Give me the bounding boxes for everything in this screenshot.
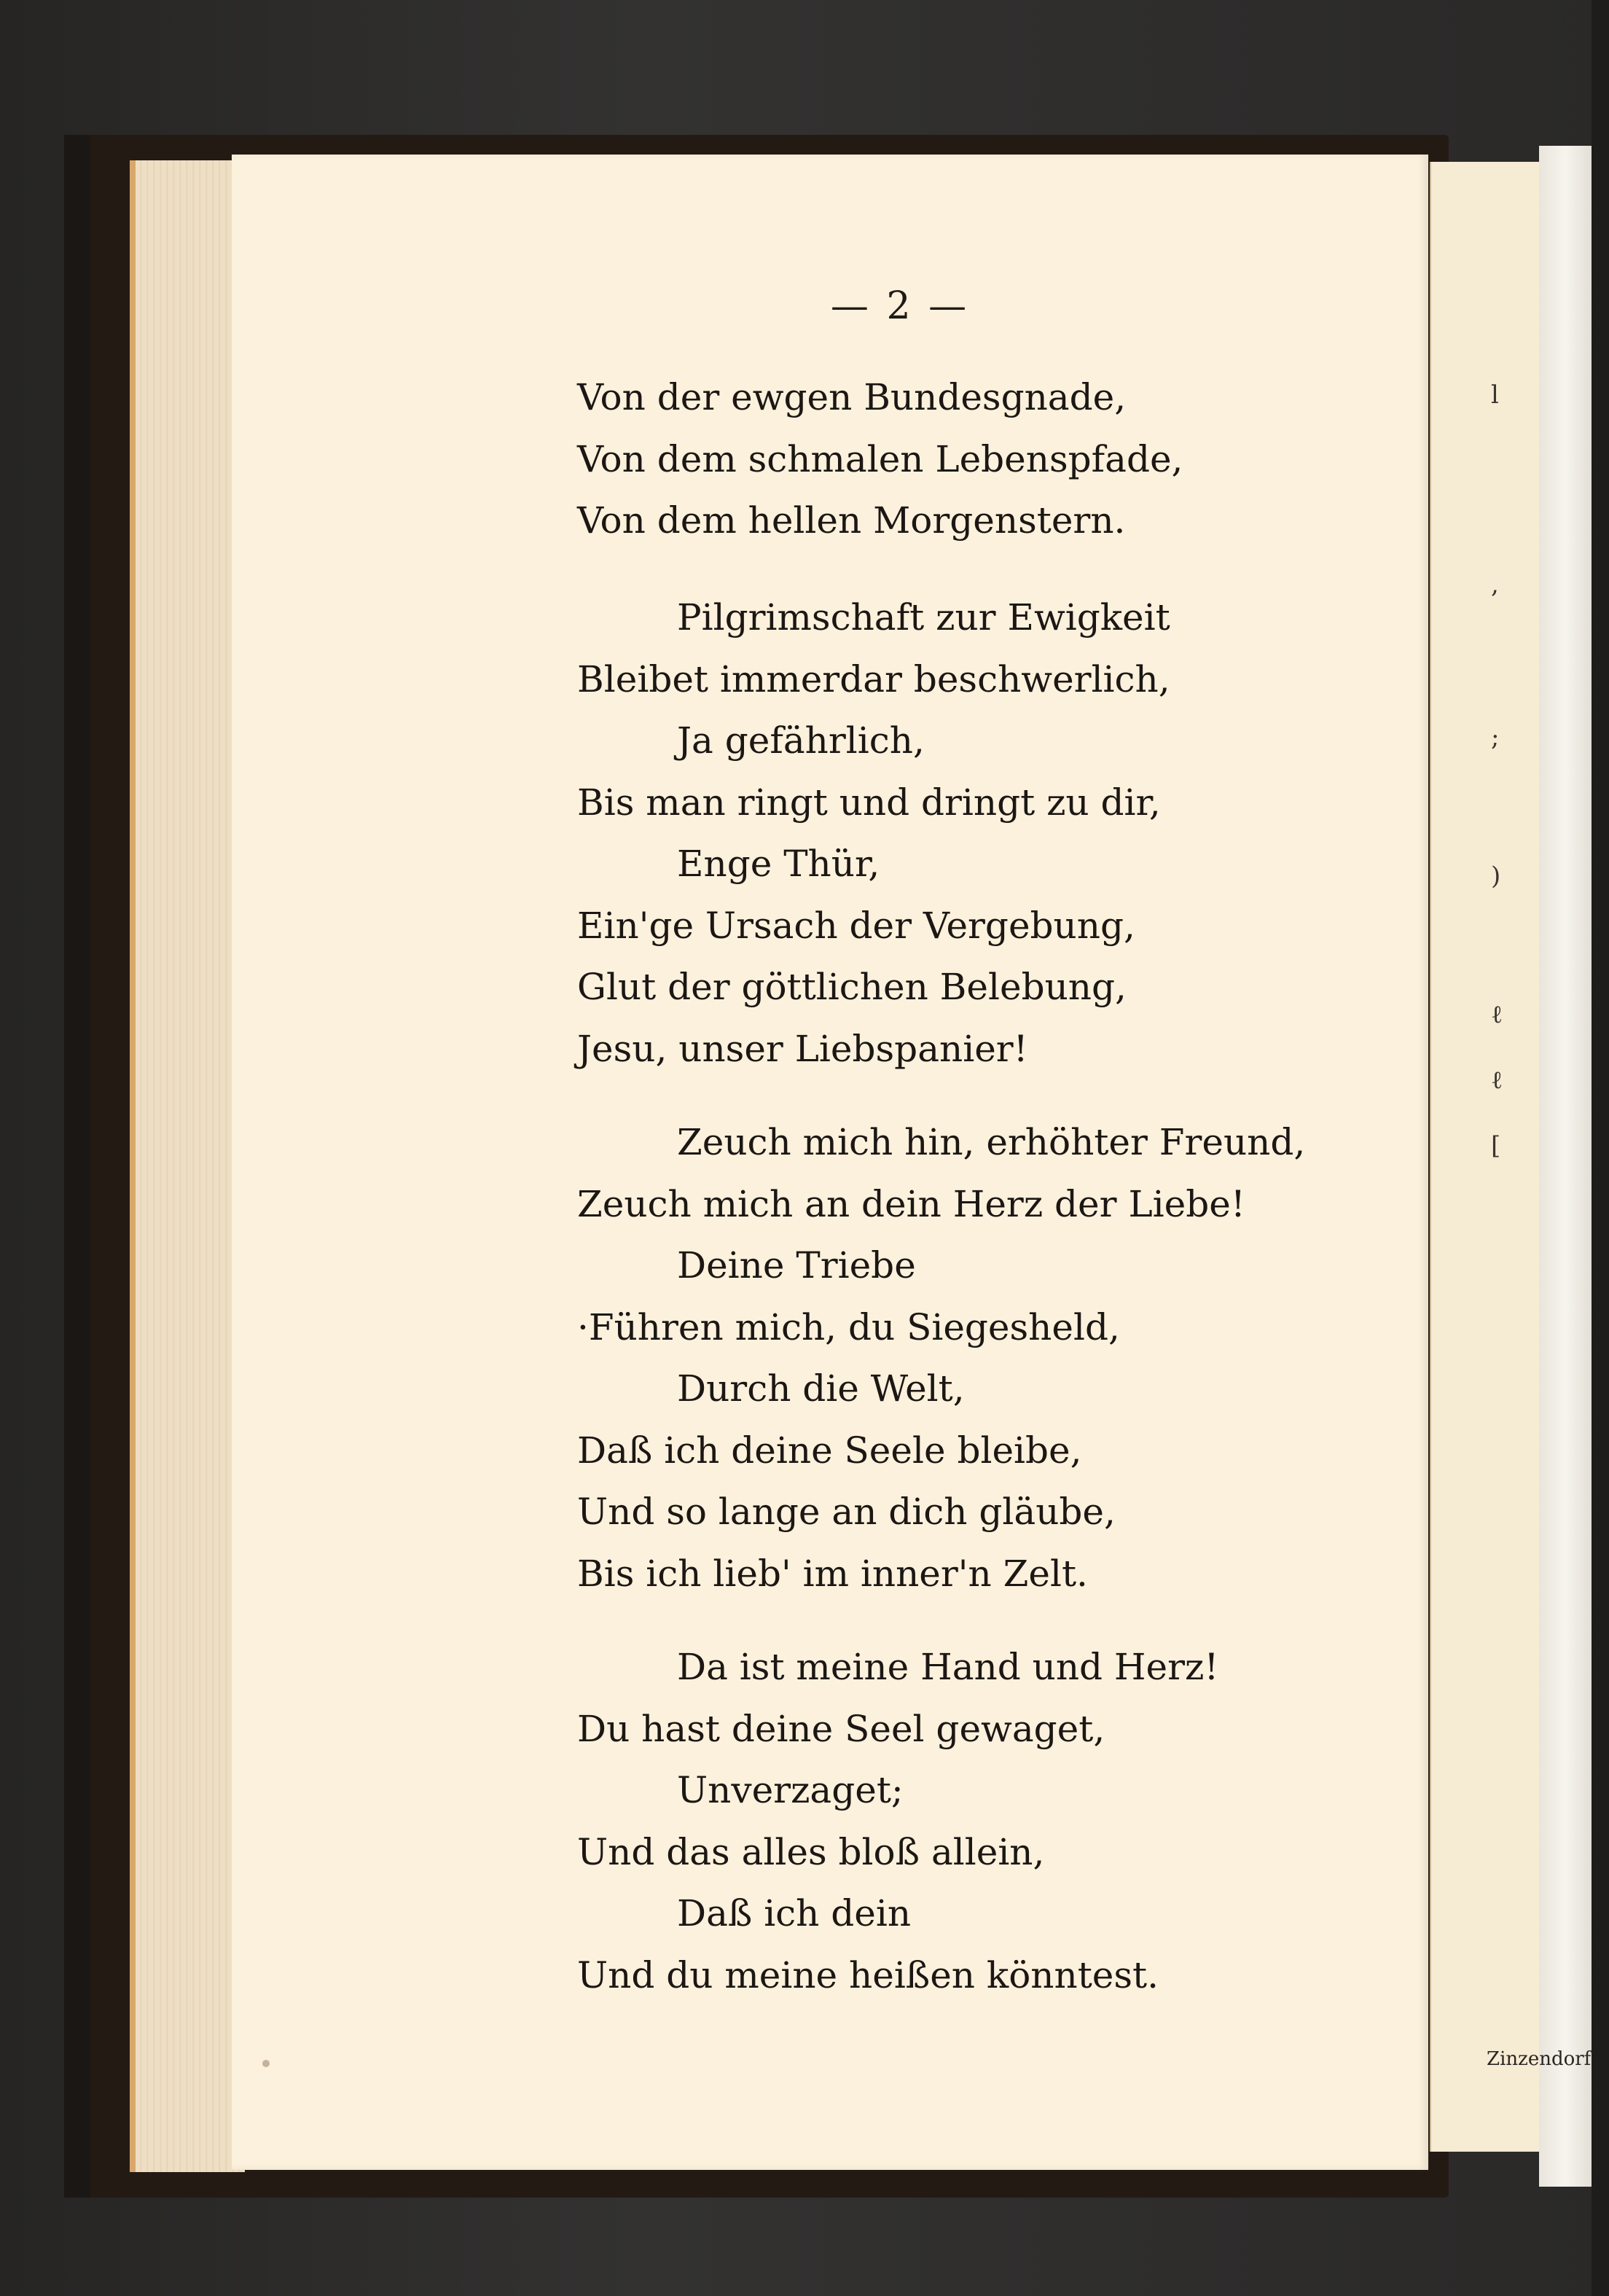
verse-line: Ja gefährlich,	[677, 719, 925, 762]
facing-page-glyph: ℓ	[1491, 1066, 1503, 1095]
verse-line: Da ist meine Hand und Herz!	[677, 1646, 1219, 1688]
facing-page-glyph: [	[1491, 1131, 1501, 1160]
facing-page-glyph: )	[1491, 862, 1501, 891]
facing-page-edge	[1430, 162, 1541, 2152]
paper-speck	[262, 2060, 270, 2067]
page-number: — 2 —	[830, 284, 970, 328]
verse-line: Glut der göttlichen Belebung,	[577, 966, 1127, 1008]
verse-line: Unverzaget;	[677, 1769, 904, 1811]
verse-line: Bis ich lieb' im inner'n Zelt.	[577, 1552, 1088, 1595]
verse-line: Du hast deine Seel gewaget,	[577, 1707, 1105, 1750]
verse-line: ·Führen mich, du Siegesheld,	[577, 1305, 1120, 1348]
verse-line: Zeuch mich an dein Herz der Liebe!	[577, 1182, 1245, 1225]
verse-line: Jesu, unser Liebspanier!	[577, 1027, 1028, 1070]
verse-line: Deine Triebe	[677, 1244, 916, 1286]
page-stack	[130, 160, 245, 2172]
verse-line: Daß ich dein	[677, 1892, 912, 1934]
cover-edge	[64, 135, 90, 2198]
verse-line: Und so lange an dich gläube,	[577, 1491, 1116, 1533]
facing-page-glyph: l	[1491, 380, 1499, 410]
stanza	[577, 1112, 1306, 1604]
verse-line: Bleibet immerdar beschwerlich,	[577, 657, 1170, 700]
verse-line: Durch die Welt,	[677, 1367, 965, 1410]
verse-line: Daß ich deine Seele bleibe,	[577, 1429, 1082, 1472]
verse-line: Pilgrimschaft zur Ewigkeit	[677, 596, 1170, 639]
verse-line: Zeuch mich hin, erhöhter Freund,	[677, 1121, 1306, 1163]
verse-line: Ein'ge Ursach der Vergebung,	[577, 904, 1135, 947]
stanza	[577, 1636, 1306, 2006]
right-shadow	[1592, 0, 1609, 2296]
verse-line: Enge Thür,	[677, 843, 880, 885]
verse-line: Von dem hellen Morgenstern.	[577, 499, 1126, 542]
stanza	[577, 367, 1306, 552]
adjacent-page-strip	[1539, 146, 1592, 2187]
verse-line: Bis man ringt und dringt zu dir,	[577, 781, 1161, 824]
facing-page-glyph: ,	[1491, 570, 1499, 599]
verse-line: Und du meine heißen könntest.	[577, 1953, 1159, 1996]
facing-page-note: Zinzendorf	[1487, 2048, 1592, 2070]
verse-line: Und das alles bloß allein,	[577, 1830, 1045, 1873]
verse-line: Von der ewgen Bundesgnade,	[577, 376, 1127, 418]
stanza	[577, 587, 1306, 1079]
facing-page-glyph: ℓ	[1491, 1000, 1503, 1029]
facing-page-glyph: ;	[1491, 723, 1500, 752]
verse-line: Von dem schmalen Lebenspfade,	[577, 437, 1183, 480]
